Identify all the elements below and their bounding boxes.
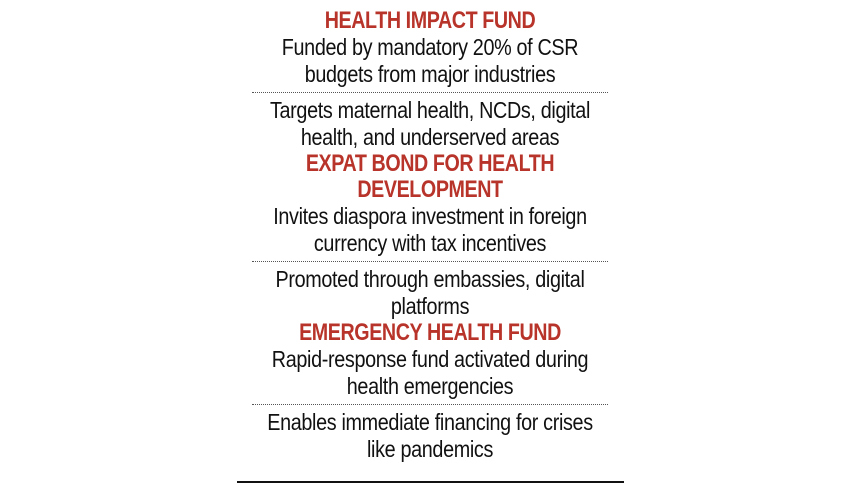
section-heading: EMERGENCY HEALTH FUND <box>299 319 561 346</box>
section-item: Promoted through embassies, digital platforms <box>275 266 585 319</box>
section-item: Targets maternal health, NCDs, digital health, and underserved areas <box>269 97 591 150</box>
section-heading: HEALTH IMPACT FUND <box>324 7 536 34</box>
section-expat-bond <box>238 151 622 320</box>
section-emergency-health-fund <box>238 320 622 463</box>
section-heading: EXPAT BOND FOR HEALTH DEVELOPMENT <box>305 150 555 203</box>
section-item: Rapid-response fund activated during health emergencies <box>271 346 589 399</box>
section-item: Funded by mandatory 20% of CSR budgets from major industries <box>281 34 579 87</box>
dotted-divider <box>252 261 608 262</box>
bottom-rule <box>237 481 624 483</box>
dotted-divider <box>252 404 608 405</box>
section-health-impact-fund <box>238 8 622 151</box>
section-item: Invites diaspora investment in foreign currency with tax incentives <box>273 203 587 256</box>
info-panel <box>238 8 622 484</box>
dotted-divider <box>252 92 608 93</box>
section-item: Enables immediate financing for crises like pandemics <box>267 409 593 462</box>
